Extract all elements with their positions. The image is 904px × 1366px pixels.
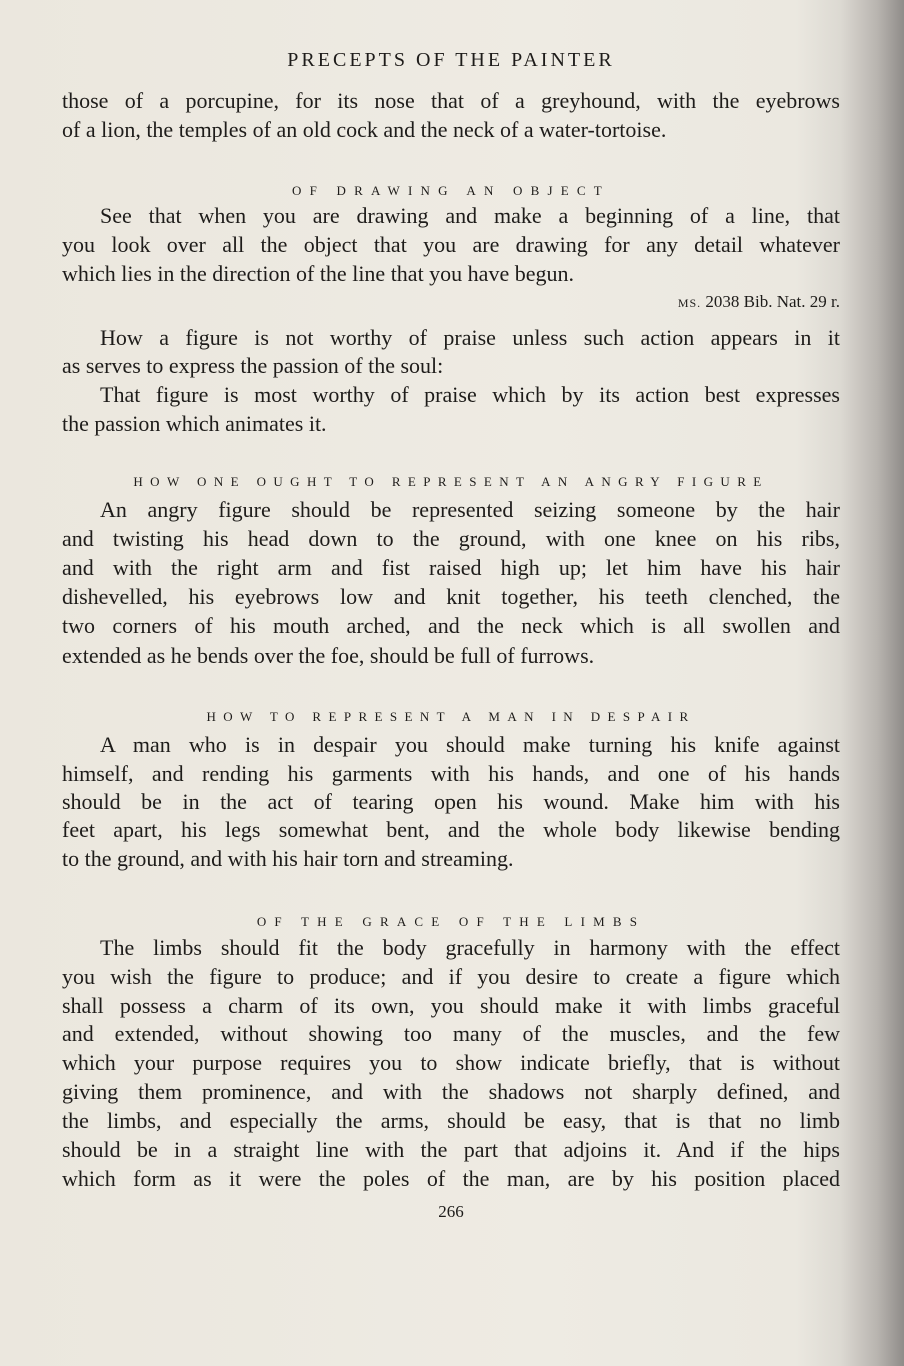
text-line: as serves to express the passion of the soul: — [62, 353, 444, 378]
text-line: himself, and rending his garments with his hands, and one of his hands — [62, 761, 840, 786]
text-line: of a lion, the temples of an old cock and the neck of a water-tortoise. — [62, 117, 667, 142]
text-line: the passion which animates it. — [62, 411, 327, 436]
running-head: PRECEPTS OF THE PAINTER — [287, 49, 615, 71]
section-heading: HOW TO REPRESENT A MAN IN DESPAIR — [206, 709, 696, 724]
text-line: should be in a straight line with the part that adjoins it. And if the hips — [62, 1137, 840, 1162]
text-line: giving them prominence, and with the shadows not sharply defined, and — [62, 1079, 840, 1104]
text-line: and extended, without showing too many of the muscles, and the few — [62, 1021, 840, 1046]
section-heading: HOW ONE OUGHT TO REPRESENT AN ANGRY FIGURE — [133, 474, 769, 489]
text-line: and with the right arm and fist raised high up; let him have his hair — [62, 555, 840, 580]
ms-label: MS. — [677, 296, 702, 310]
text-line: which lies in the direction of the line that you have begun. — [62, 261, 574, 286]
text-line: A man who is in despair you should make turning his knife against — [100, 732, 840, 757]
text-line: the limbs, and especially the arms, should be easy, that is that no limb — [62, 1108, 840, 1133]
text-line: those of a porcupine, for its nose that of a greyhound, with the eyebrows — [62, 88, 840, 113]
text-line: feet apart, his legs somewhat bent, and the whole body likewise bending — [62, 817, 840, 842]
text-line: That figure is most worthy of praise which by its action best expresses — [100, 382, 840, 407]
manuscript-reference — [62, 287, 840, 317]
text-line: two corners of his mouth arched, and the neck which is all swollen and — [62, 613, 840, 638]
text-line: An angry figure should be represented seizing someone by the hair — [100, 497, 840, 522]
text-line: dishevelled, his eyebrows low and knit together, his teeth clenched, the — [62, 584, 840, 609]
page-number: 266 — [438, 1202, 464, 1221]
section-heading: OF DRAWING AN OBJECT — [292, 183, 610, 198]
text-line: to the ground, and with his hair torn and streaming. — [62, 846, 514, 871]
text-line: you wish the figure to produce; and if you desire to create a figure which — [62, 964, 840, 989]
text-line: should be in the act of tearing open his wound. Make him with his — [62, 789, 840, 814]
text-line: shall possess a charm of its own, you should make it with limbs graceful — [62, 993, 840, 1018]
text-line: How a figure is not worthy of praise unless such action appears in it — [100, 325, 840, 350]
text-line: and twisting his head down to the ground, with one knee on his ribs, — [62, 526, 840, 551]
text-line: which form as it were the poles of the man, are by his position placed — [62, 1166, 840, 1191]
reference-text: 2038 Bib. Nat. 29 r. — [701, 292, 840, 311]
text-line: you look over all the object that you are drawing for any detail whatever — [62, 232, 840, 257]
text-line: extended as he bends over the foe, should be full of furrows. — [62, 643, 595, 668]
text-line: The limbs should fit the body gracefully in harmony with the effect — [100, 935, 840, 960]
section-heading: OF THE GRACE OF THE LIMBS — [256, 914, 646, 929]
text-line: which your purpose requires you to show indicate briefly, that is without — [62, 1050, 840, 1075]
text-line: See that when you are drawing and make a beginning of a line, that — [100, 203, 840, 228]
